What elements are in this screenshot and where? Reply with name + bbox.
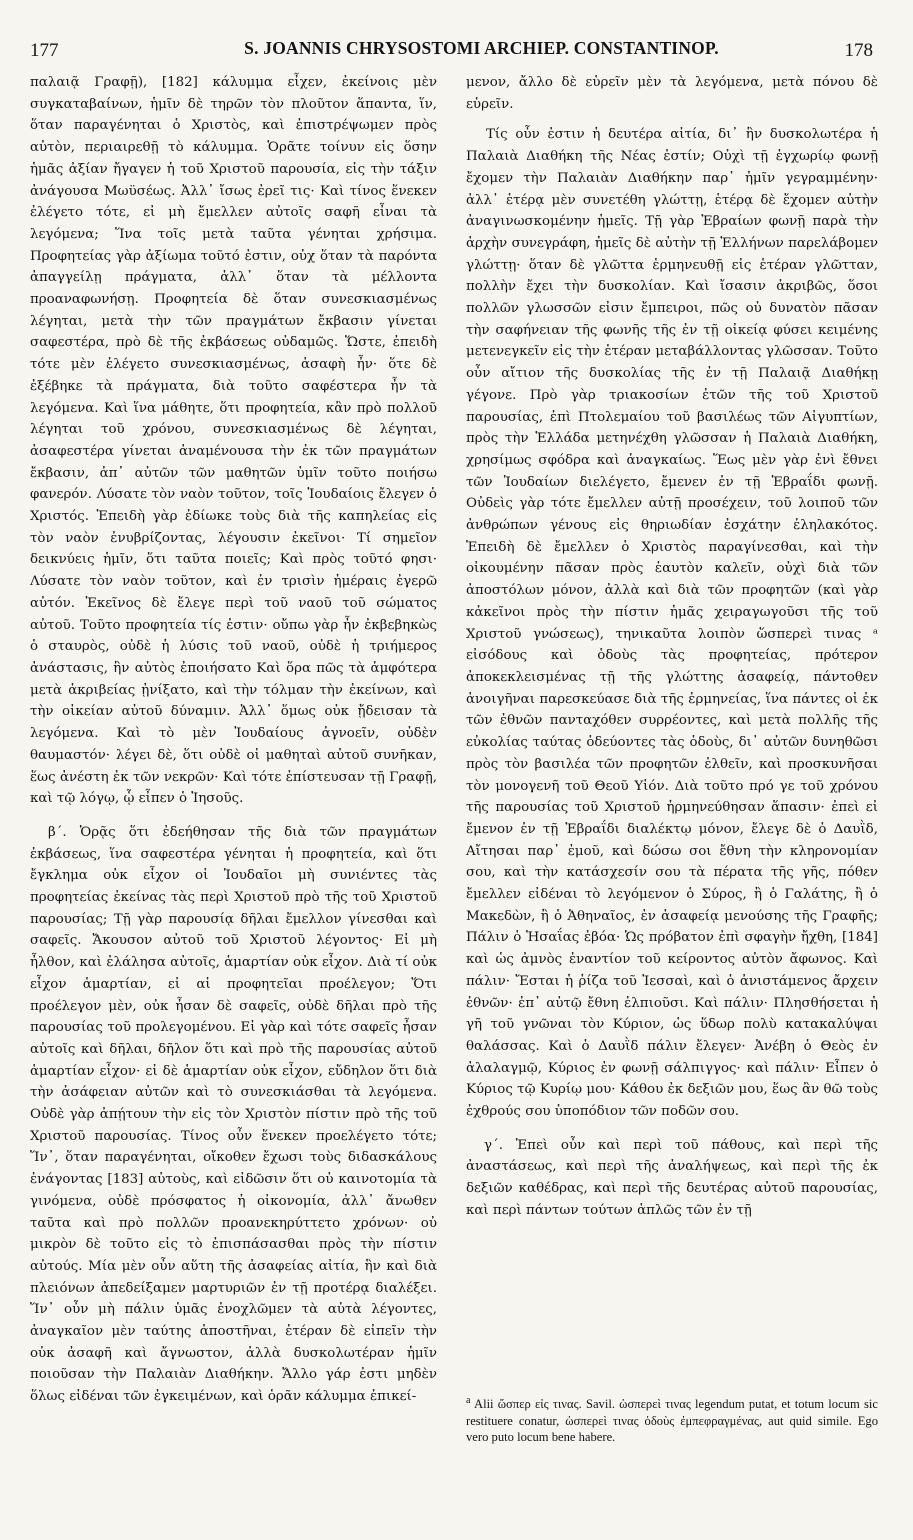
footnote: [466, 1393, 878, 1446]
paragraph: παλαιᾷ Γραφῇ), [182] κάλυμμα εἶχεν, ἐκείνοις μὲν συγκαταβαίνων, ἡμῖν δὲ τηρῶν τὸν πλοῦτον ἅπαντα, ἵν, ὅταν παραγένηται ὁ Χριστὸς, καὶ ἐπιστρέψωμεν πρὸς αὐτὸν, περιαιρεθῇ τὸ κάλυμμα. Ὁρᾶτε τοίνυν εἰς ὅσην ἡμᾶς ἀξίαν ἤγαγεν ἡ τοῦ Χριστοῦ παρουσία, εἰς τὴν τάξιν ἀνάγουσα Μωϋσέως. Ἀλλ᾽ ἴσως ἐρεῖ τις· Καὶ τίνος ἕνεκεν ἐλέγετο τότε, εἰ μὴ ἔμελλεν αὐτοῖς σαφῆ εἶναι τὰ λεγόμενα; Ἵνα τοῖς μετὰ ταῦτα γένηται χρήσιμα. Προφητείας γὰρ ἀξίωμα τοῦτό ἐστιν, οὐχ ὅταν τὰ παρόντα ἀπαγγείλῃ πράγματα, ἀλλ᾽ ὅταν τὰ μέλλοντα προαναφωνήσῃ. Προφητεία δὲ ὅταν συνεσκιασμένως λέγηται, μετὰ τὴν τῶν πραγμάτων ἔκβασιν γίνεται σαφεστέρα, πρὸ δὲ τῆς ἐκβάσεως οὐδαμῶς. Ὥστε, ἐπειδὴ τότε μὲν ἐλέγετο συνεσκιασμένως, ἀσαφὴ ἦν· ὅτε δὲ ἐξέβηκε τὰ πράγματα, διὰ τοῦτο σαφέστερα ἦν τὰ λεγόμενα. Καὶ ἵνα μάθητε, ὅτι προφητεία, κἂν πρὸ πολλοῦ λέγηται τοῦ χρόνου, συνεσκιασμένως δὲ λέγηται, ἀσαφεστέρα γίνεται ἀναμένουσα τὴν ἐκ τῶν πραγμάτων ἔκβασιν, ἀπ᾽ αὐτῶν τῶν μαθητῶν ὑμῖν τοῦτο ποιήσω φανερόν. Λύσατε τὸν ναὸν τοῦτον, τοῖς Ἰουδαίοις ἔλεγεν ὁ Χριστός. Ἐπειδὴ γὰρ ἐδίωκε τοὺς διὰ τῆς καπηλείας εἰς τὸν ναὸν ἐνυβρίζοντας, λέγουσιν ἐκεῖνοι· Τί σημεῖον δεικνύεις ἡμῖν, ὅτι ταῦτα ποιεῖς; Καὶ πρὸς τοῦτό φησι· Λύσατε τὸν ναὸν τοῦτον, καὶ ἐν τρισὶν ἡμέραις ἐγερῶ αὐτόν. Ἐκεῖνος δὲ ἔλεγε περὶ τοῦ ναοῦ τοῦ σώματος αὐτοῦ. Τοῦτο προφητεία τίς ἐστιν· οὔπω γὰρ ἦν ἐκβεβηκὼς ὁ σταυρὸς, οὐδὲ ἡ λύσις τοῦ ναοῦ, οὐδὲ ἡ τριήμερος ἀνάστασις, ἣν αὐτὸς ἐποιήσατο Καὶ ὅρα πῶς τὰ ἀμφότερα μετὰ ἀκριβείας ᾐνίξατο, καὶ τὴν τόλμαν τὴν ἐκείνων, καὶ τὴν οἰκείαν αὐτοῦ δύναμιν. Ἀλλ᾽ ὅμως οὐκ ᾔδεισαν τὰ λεγόμενα. Καὶ τὸ μὲν Ἰουδαίους ἀγνοεῖν, οὐδὲν θαυμαστόν· λέγει δὲ, ὅτι οὐδὲ οἱ μαθηταὶ αὐτοῦ συνῆκαν, ἕως ἀνέστη ἐκ τῶν νεκρῶν· Καὶ τότε ἐπίστευσαν τῇ Γραφῇ, καὶ τῷ λόγῳ, ᾧ εἶπεν ὁ Ἰησοῦς.: [30, 75, 437, 807]
section-paragraph: γ΄. Ἐπεὶ οὖν καὶ περὶ τοῦ πάθους, καὶ περὶ τῆς ἀναστάσεως, καὶ περὶ τῆς ἀναλήψεως, καὶ περὶ τῆς ἐκ δεξιῶν καθέδρας, καὶ περὶ τῆς δευτέρας αὐτοῦ παρουσίας, καὶ περὶ πάντων τούτων ἁπλῶς τῶν ἐν τῇ: [466, 1137, 878, 1218]
left-column: [30, 72, 437, 1408]
page-number-left: 177: [30, 40, 59, 61]
footnote-mark: a: [466, 1395, 471, 1406]
paragraph: Τίς οὖν ἐστιν ἡ δευτέρα αἰτία, δι᾽ ἣν δυσκολωτέρα ἡ Παλαιὰ Διαθήκη τῆς Νέας ἐστίν; Οὐχὶ τῇ ἐγχωρίῳ φωνῇ ἔχομεν τὴν Παλαιὰν Διαθήκην παρ᾽ ἡμῖν γεγραμμένην· ἀλλ᾽ ἑτέρᾳ μὲν συνετέθη γλώττῃ, ἑτέρᾳ δὲ ἔχομεν αὐτὴν ἀναγινωσκομένην ἡμεῖς. Τῇ γὰρ Ἑβραίων φωνῇ παρὰ τὴν ἀρχὴν συνεγράφη, ἡμεῖς δὲ αὐτὴν τῇ Ἑλλήνων παρελάβομεν γλώττῃ· ὅταν δὲ γλῶττα ἑρμηνευθῇ εἰς ἑτέραν γλῶτταν, πολλὴν ἔχει τὴν δυσκολίαν. Καὶ ἴσασιν ἀκριβῶς, ὅσοι πολλῶν γλωσσῶν εἰσιν ἔμπειροι, πῶς οὐ δυνατὸν πᾶσαν τὴν σαφήνειαν τῆς φωνῆς τῆς ἐν τῇ οἰκείᾳ φύσει κειμένης μετενεγκεῖν εἰς τὴν ἑτέραν μεταβάλλοντας γλῶσσαν. Τοῦτο οὖν αἴτιον τῆς δυσκολίας τῆς ἐν τῇ Παλαιᾷ Διαθήκῃ γέγονε. Πρὸ γὰρ τριακοσίων ἐτῶν τῆς τοῦ Χριστοῦ παρουσίας, ἐπὶ Πτολεμαίου τοῦ βασιλέως τῶν Αἰγυπτίων, πρὸς τὴν Ἑλλάδα μετηνέχθη γλῶσσαν ἡ Παλαιὰ Διαθήκη, χρησίμως σφόδρα καὶ ἀναγκαίως. Ἕως μὲν γὰρ ἐνὶ ἔθνει τῶν Ἰουδαίων διελέγετο, ἔμενεν ἐν τῇ Ἑβραΐδι φωνῇ. Οὐδεὶς γὰρ τότε ἔμελλεν αὐτῇ προσέχειν, τοῦ λοιποῦ τῶν ἀνθρώπων γένους εἰς θηριωδίαν ἐσχάτην ἐληλακότος. Ἐπειδὴ δὲ ἔμελλεν ὁ Χριστὸς παραγίνεσθαι, καὶ τὴν οἰκουμένην πᾶσαν πρὸς ἑαυτὸν καλεῖν, οὐχὶ διὰ τῶν ἀποστόλων μόνον, ἀλλὰ καὶ διὰ τῶν προφητῶν (καὶ γὰρ κἀκεῖνοι πρὸς τὴν πίστιν ἡμᾶς χειραγωγοῦσι τῆς τοῦ Χριστοῦ γνώσεως), τηνικαῦτα λοιπὸν ὥσπερεὶ τινας ᵃ εἰσόδους καὶ ὁδοὺς τὰς προφητείας, πρότερον ἀποκεκλεισμένας τῇ τῆς γλώττης ἀσαφείᾳ, πάντοθεν ἀνοιγῆναι παρεσκεύασε διὰ τῆς ἑρμηνείας, ἵνα πάντες οἱ ἐκ τῶν ἐθνῶν πανταχόθεν συρρέοντες, καὶ μετὰ πολλῆς τῆς εὐκολίας ταύτας ὁδεύοντες τὰς ὁδοὺς, δι᾽ αὐτῶν δυνηθῶσι πρὸς τὸν βασιλέα τῶν προφητῶν ἐλθεῖν, καὶ προσκυνῆσαι τὸν μονογενῆ τοῦ Θεοῦ Υἱόν. Διὰ τοῦτο πρό γε τοῦ χρόνου τῆς παρουσίας τοῦ Χριστοῦ ἡρμηνεύθησαν ἅπασιν· ἐπεὶ εἰ ἔμενον ἐν τῇ Ἑβραΐδι διαλέκτῳ μόνον, ἔλεγε δὲ ὁ Δαυῒδ, Αἴτησαι παρ᾽ ἐμοῦ, καὶ δώσω σοι ἔθνη τὴν κληρονομίαν σου, καὶ τὴν κατάσχεσίν σου τὰ πέρατα τῆς γῆς, πόθεν ἔμελλεν εἰδέναι τὸ λεγόμενον ὁ Σύρος, ἢ ὁ Γαλάτης, ἢ ὁ Μακεδὼν, ἢ ὁ Ἀθηναῖος, ἐν ἀσαφείᾳ μενούσης τῆς Γραφῆς; Πάλιν ὁ Ἡσαΐας ἐβόα· Ὡς πρόβατον ἐπὶ σφαγὴν ἤχθη, [184] καὶ ὡς ἀμνὸς ἐναντίον τοῦ κείροντος αὐτὸν ἄφωνος. Καὶ πάλιν· Ἔσται ἡ ῥίζα τοῦ Ἰεσσαὶ, καὶ ὁ ἀνιστάμενος ἄρχειν ἐθνῶν· ἐπ᾽ αὐτῷ ἔθνη ἐλπιοῦσι. Καὶ πάλιν· Πλησθήσεται ἡ γῆ τοῦ γνῶναι τὸν Κύριον, ὡς ὕδωρ πολὺ κατακαλύψαι θαλάσσας. Καὶ ὁ Δαυῒδ πάλιν ἔλεγεν· Ἀνέβη ὁ Θεὸς ἐν ἀλαλαγμῷ, Κύριος ἐν φωνῇ σάλπιγγος· καὶ πάλιν· Εἶπεν ὁ Κύριος τῷ Κυρίῳ μου· Κάθου ἐκ δεξιῶν μου, ἕως ἂν θῶ τοὺς ἐχθρούς σου ὑποπόδιον τῶν ποδῶν σου.: [466, 127, 878, 1120]
footnote-text: Alii ὥσπερ εἰς τινας. Savil. ὡσπερεὶ τινας legendum putat, et totum locum sic restituere conatur, ὡσπερεὶ τινας ὁδοὺς ἐμπεφραγμένας, aut quid simile. Ego vero puto locum bene habere.: [466, 1397, 878, 1445]
paragraph: μενον, ἄλλο δὲ εὑρεῖν μὲν τὰ λεγόμενα, μετὰ πόνου δὲ εὑρεῖν.: [466, 75, 878, 112]
right-column: [466, 72, 878, 1222]
running-head: [30, 36, 873, 70]
section-paragraph: β΄. Ὁρᾷς ὅτι ἐδεήθησαν τῆς διὰ τῶν πραγμάτων ἐκβάσεως, ἵνα σαφεστέρα γένηται ἡ προφητεία, καὶ ὅτι ἔγκλημα οὐκ εἶχον οἱ Ἰουδαῖοι μὴ συνιέντες τὰς προφητείας ἐκείνας τὰς περὶ Χριστοῦ πρὸ τῆς τοῦ Χριστοῦ παρουσίας; Τῇ γὰρ παρουσίᾳ δῆλαι ἔμελλον γίνεσθαι καὶ σαφεῖς. Ἄκουσον αὐτοῦ τοῦ Χριστοῦ λέγοντος· Εἰ μὴ ἦλθον, καὶ ἐλάλησα αὐτοῖς, ἁμαρτίαν οὐκ εἶχον. Διὰ τί οὐκ εἶχον ἁμαρτίαν, εἰ αἱ προφητεῖαι προέλεγον; Ὅτι προέλεγον μὲν, οὐκ ἦσαν δὲ σαφεῖς, οὐδὲ δῆλαι πρὸ τῆς παρουσίας τοῦ προλεγομένου. Εἰ γὰρ καὶ τότε σαφεῖς ἦσαν αὐτοῖς καὶ δῆλαι, δῆλον ὅτι καὶ πρὸ τῆς παρουσίας αὐτοῦ ἁμαρτίαν εἶχον· εἰ δὲ ἁμαρτίαν οὐκ εἶχον, εὔδηλον ὅτι διὰ τὴν ἀσάφειαν αὐτῶν καὶ τὸ συνεσκιάσθαι τὰ λεγόμενα. Οὐδὲ γὰρ ἀπῄτουν τὴν εἰς τὸν Χριστὸν πίστιν πρὸ τῆς τοῦ Χριστοῦ παρουσίας. Τίνος οὖν ἕνεκεν προελέγετο τότε; Ἵν᾽, ὅταν παραγένηται, οἴκοθεν ἔχωσι τοὺς διδασκάλους ἐνάγοντας [183] αὐτοὺς, καὶ εἰδῶσιν ὅτι οὐ καινοτομία τὰ γινόμενα, οὐδὲ πρόσφατος ἡ οἰκονομία, ἀλλ᾽ ἄνωθεν ταῦτα καὶ πρὸ πολλῶν προανεκηρύττετο χρόνων· οὐ μικρὸν δὲ τοῦτο εἰς τὸ ἐπισπάσασθαι πρὸς τὴν πίστιν αὐτούς. Μία μὲν οὖν αὕτη τῆς ἀσαφείας αἰτία, ἣν καὶ διὰ πλειόνων ἀπεδείξαμεν μαρτυριῶν ἐν τῇ προτέρᾳ διαλέξει. Ἵν᾽ οὖν μὴ πάλιν ὑμᾶς ἐνοχλῶμεν τὰ αὐτὰ λέγοντες, ἀναγκαῖον μὲν ταύτης ἀποστῆναι, ἑτέραν δὲ εἰπεῖν τὴν οὐκ ἀσαφῆ καὶ ἄγνωστον, ἀλλὰ δυσκολωτέραν ἡμῖν ποιοῦσαν τὴν Παλαιὰν Διαθήκην. Ἄλλο γάρ ἐστι μηδὲν ὅλως εἰδέναι τῶν ἐγκειμένων, καὶ ὁρᾶν κάλυμμα ἐπικεί-: [30, 824, 437, 1405]
running-title: S. JOANNIS CHRYSOSTOMI ARCHIEP. CONSTANTINOP.: [244, 38, 719, 58]
page-number-right: 178: [844, 40, 873, 61]
